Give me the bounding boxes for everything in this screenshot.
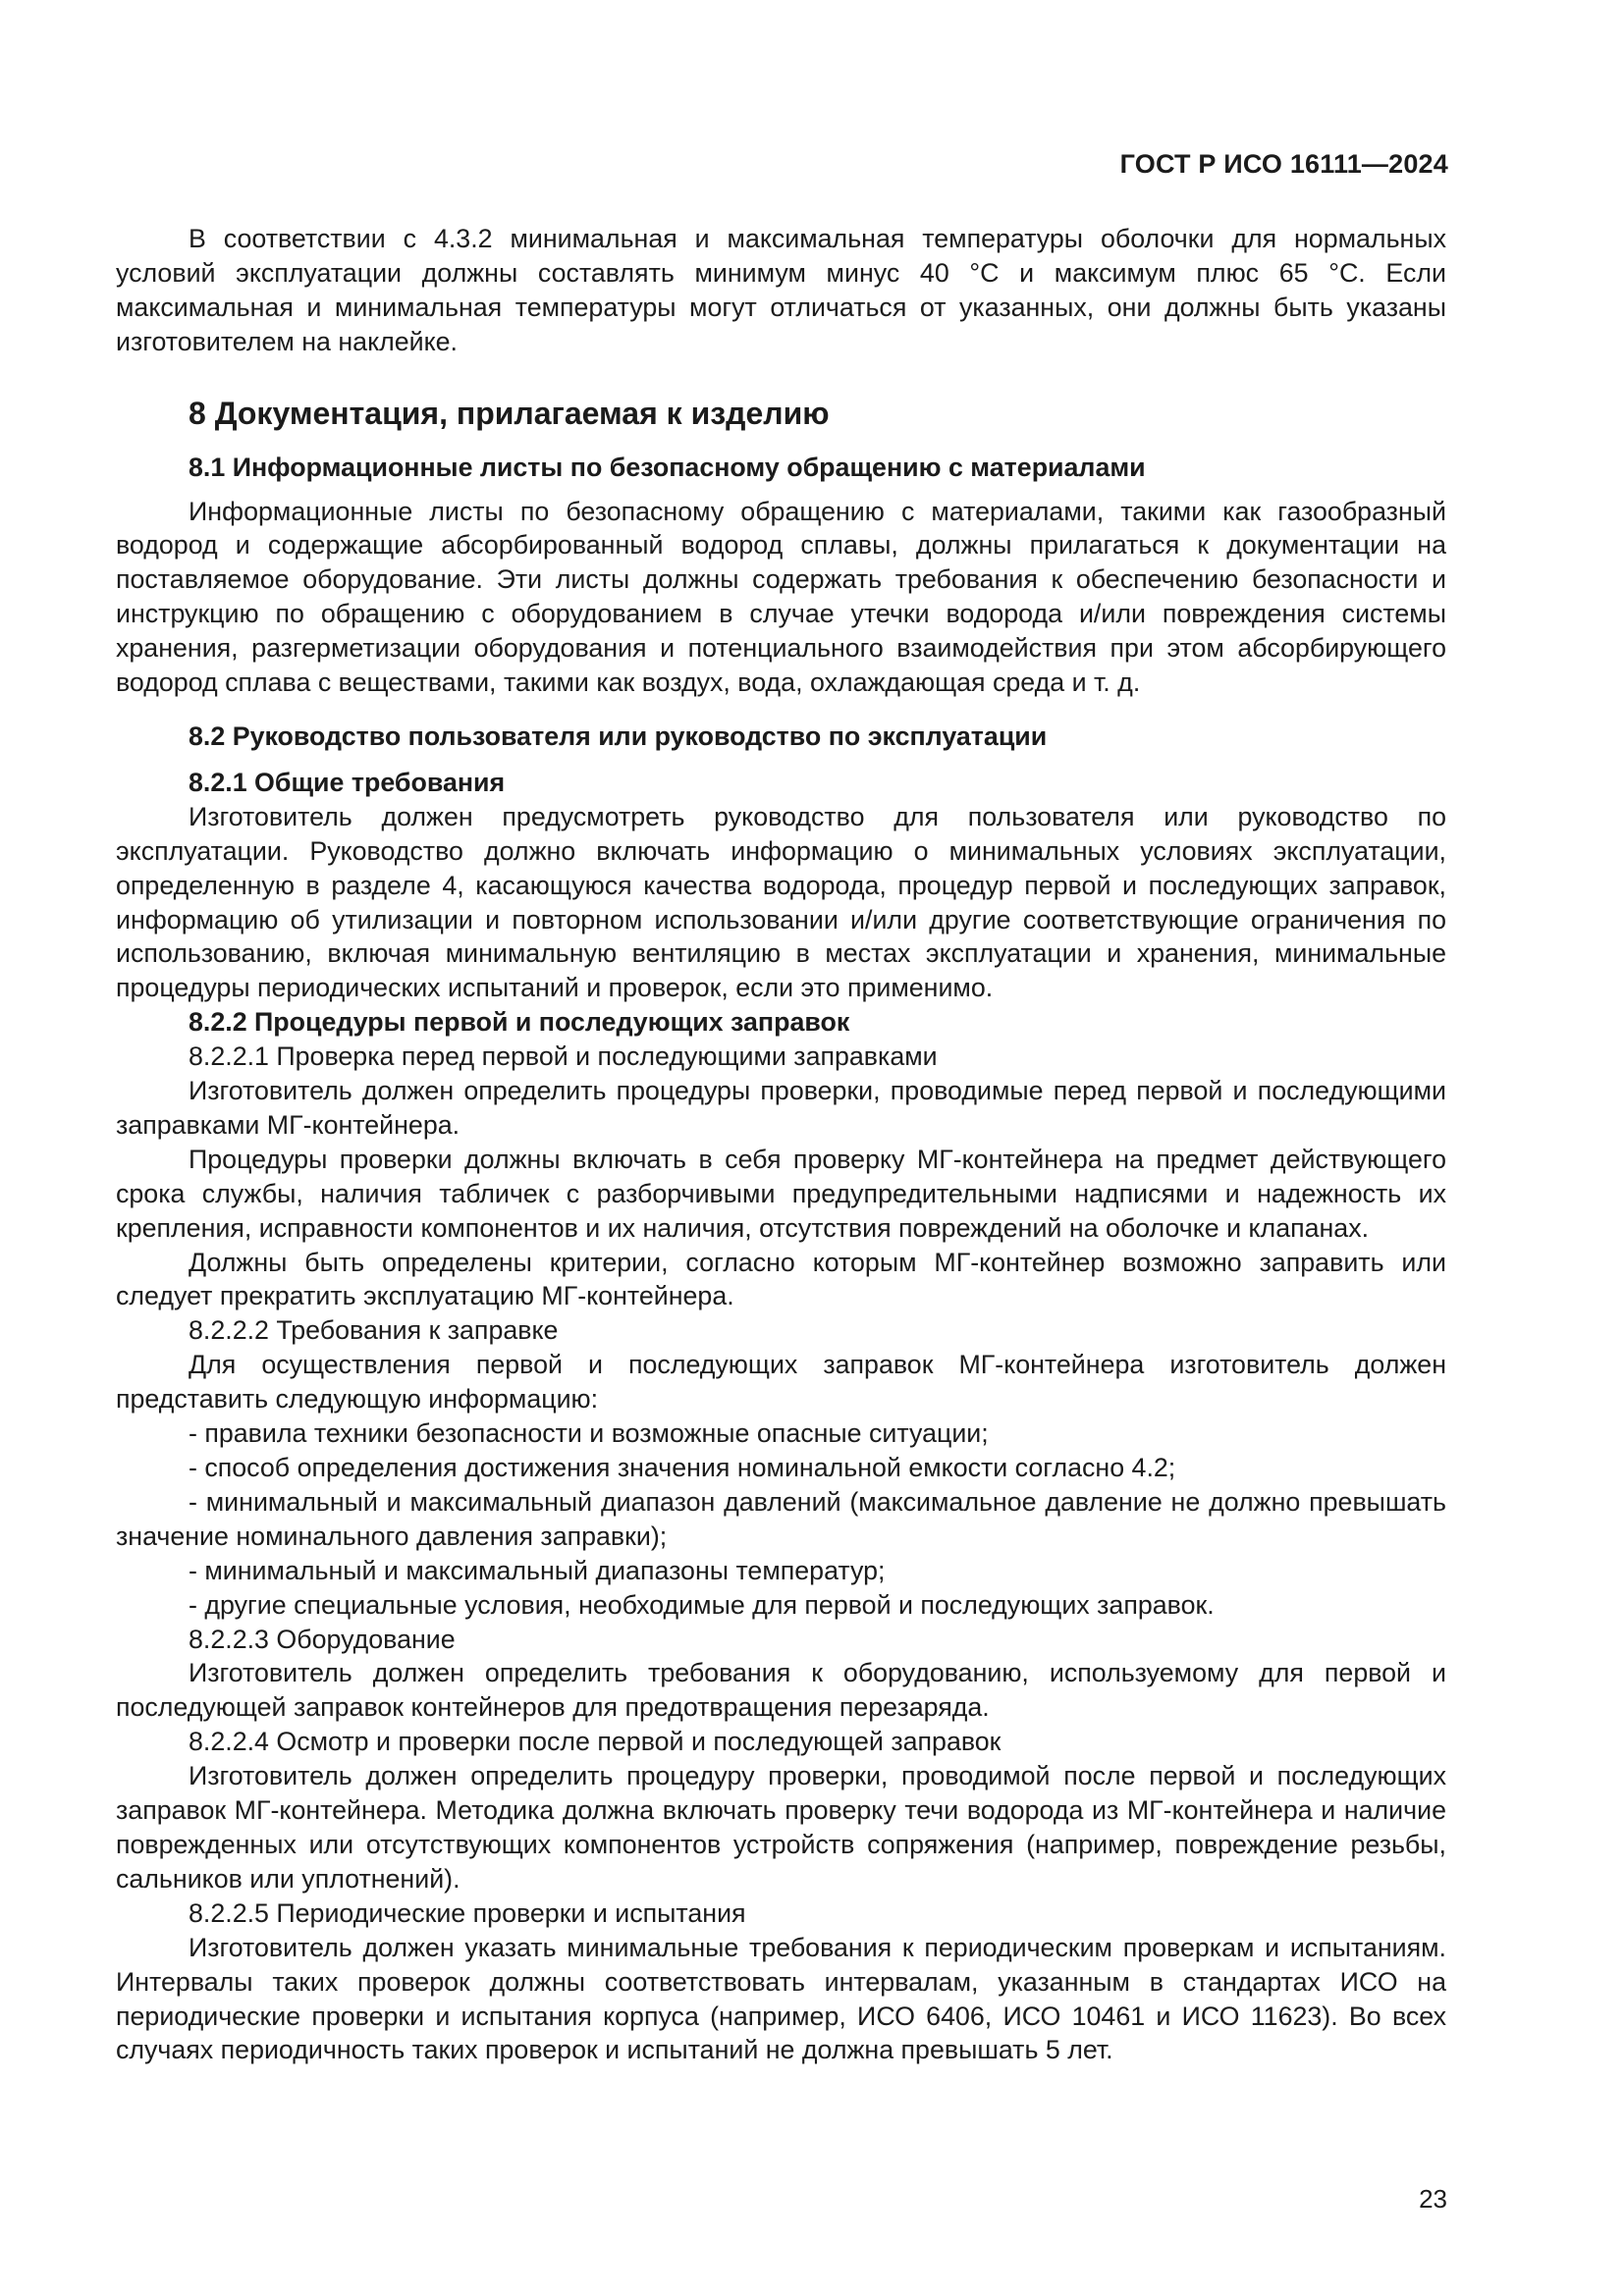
section-8-2-1-heading: 8.2.1 Общие требования [189,767,506,797]
list-item: - минимальный и максимальный диапазон давлений (максимальное давление не должно превышать значение номинального давления заправки); [116,1486,1446,1551]
section-8-2-2-2-paragraph: Для осуществления первой и последующих заправок МГ-контейнера изготовитель должен представить следующую информацию: [116,1350,1446,1415]
section-8-2-2-5-heading: 8.2.2.5 Периодические проверки и испытания [189,1897,746,1928]
section-8-2-2-4-paragraph: Изготовитель должен определить процедуру проверки, проводимой после первой и последующих заправок МГ-контейнера. Методика должна включать проверку течи водорода из МГ-контейнера и наличие поврежденных или отсутствующих компонентов устройств сопряжения (например, повреждение резьбы, сальников или уплотнений). [116,1761,1446,1894]
section-8-2-2-4-heading: 8.2.2.4 Осмотр и проверки после первой и последующей заправок [189,1727,1001,1757]
list-item: - правила техники безопасности и возможные опасные ситуации; [189,1418,989,1449]
intro-paragraph: В соответствии с 4.3.2 минимальная и максимальная температуры оболочки для нормальных условий эксплуатации должны составлять минимум минус 40 °С и максимум плюс 65 °С. Если максимальная и минимальная температуры могут отличаться от указанных, они должны быть указаны изготовителем на наклейке. [116,224,1446,356]
list-item: - способ определения достижения значения номинальной емкости согласно 4.2; [189,1453,1176,1482]
section-8-2-2-1-heading: 8.2.2.1 Проверка перед первой и последующими заправками [189,1041,938,1072]
list-item: - минимальный и максимальный диапазоны температур; [189,1555,886,1585]
section-8-1-heading: 8.1 Информационные листы по безопасному обращению с материалами [189,452,1146,482]
section-8-2-2-heading: 8.2.2 Процедуры первой и последующих заправок [189,1007,850,1038]
document-header-title: ГОСТ Р ИСО 16111—2024 [1119,149,1448,179]
section-8-2-heading: 8.2 Руководство пользователя или руководство по эксплуатации [189,721,1048,751]
section-8-2-2-1-paragraph-2: Процедуры проверки должны включать в себя проверку МГ-контейнера на предмет действующего срока службы, наличия табличек с разборчивыми предупредительными надписями и надежность их крепления, исправности компонентов и их наличия, отсутствия повреждений на оболочке и клапанах. [116,1144,1446,1243]
section-8-2-2-3-heading: 8.2.2.3 Оборудование [189,1624,456,1654]
section-8-2-2-5-paragraph: Изготовитель должен указать минимальные требования к периодическим проверкам и испытаниям. Интервалы таких проверок должны соответствовать интервалам, указанным в стандартах ИСО на периодические проверки и испытания корпуса (например, ИСО 6406, ИСО 10461 и ИСО 11623). Во всех случаях периодичность таких проверок и испытаний не должна превышать 5 лет. [116,1932,1446,2065]
section-8-1-paragraph: Информационные листы по безопасному обращению с материалами, такими как газообразный водород и содержащие абсорбированный водород сплавы, должны прилагаться к документации на поставляемое оборудование. Эти листы должны содержать требования к обеспечению безопасности и инструкцию по обращению с оборудованием в случае утечки водорода и/или повреждения системы хранения, разгерметизации оборудования и потенциального взаимодействия при этом абсорбирующего водород сплава с веществами, такими как воздух, вода, охлаждающая среда и т. д. [116,496,1446,698]
section-8-2-2-2-heading: 8.2.2.2 Требования к заправке [189,1315,559,1346]
section-8-2-2-1-paragraph-3: Должны быть определены критерии, согласно которым МГ-контейнер возможно заправить или следует прекратить эксплуатацию МГ-контейнера. [116,1247,1446,1311]
section-8-heading: 8 Документация, прилагаемая к изделию [189,395,830,431]
section-8-2-2-1-paragraph-1: Изготовитель должен определить процедуры проверки, проводимые перед первой и последующими заправками МГ-контейнера. [116,1076,1446,1140]
list-item: - другие специальные условия, необходимые для первой и последующих заправок. [189,1589,1215,1620]
document-body [116,222,1446,2067]
page-number: 23 [1419,2184,1447,2214]
section-8-2-1-paragraph: Изготовитель должен предусмотреть руководство для пользователя или руководство по эксплуатации. Руководство должно включать информацию о минимальных условиях эксплуатации, определенную в разделе 4, касающуюся качества водорода, процедур первой и последующих заправок, информацию об утилизации и повторном использовании и/или другие соответствующие ограничения по использованию, включая минимальную вентиляцию в местах эксплуатации и хранения, минимальные процедуры периодических испытаний и проверок, если это применимо. [116,801,1446,1003]
section-8-2-2-3-paragraph: Изготовитель должен определить требования к оборудованию, используемому для первой и последующей заправок контейнеров для предотвращения перезаряда. [116,1658,1446,1723]
